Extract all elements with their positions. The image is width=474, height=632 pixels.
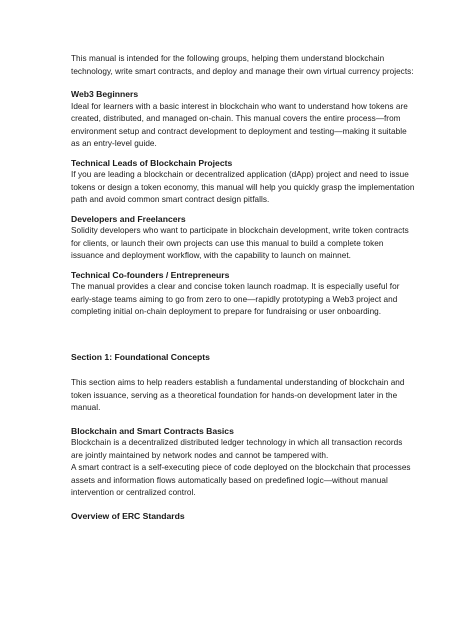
audience-heading: Developers and Freelancers: [71, 213, 186, 224]
subsection-heading-erc: Overview of ERC Standards: [71, 510, 185, 521]
blockchain-paragraph: Blockchain is a decentralized distributed ledger technology in which all transaction records are jointly maintained by network nodes and cannot be tampered with.: [71, 438, 403, 460]
audience-heading: Web3 Beginners: [71, 89, 139, 99]
audience-developers: [71, 213, 416, 263]
audience-body: Solidity developers who want to participate in blockchain development, write token contracts for clients, or launch their own projects can use this manual to build a complete token issuance and deployment workflow, with the capability to launch on mainnet.: [71, 226, 409, 260]
subsection-heading-blockchain: Blockchain and Smart Contracts Basics: [71, 425, 234, 436]
audience-web3-beginners: [71, 88, 416, 151]
document-body: [71, 53, 416, 522]
section-intro: This section aims to help readers establish a fundamental understanding of blockchain and token issuance, serving as a theoretical foundation for hands-on development later in the manual.: [71, 378, 405, 412]
audience-body: If you are leading a blockchain or decentralized application (dApp) project and need to issue tokens or design a token economy, this manual will help you quickly grasp the implementation path and avoid common smart contract design pitfalls.: [71, 170, 415, 204]
audience-technical-leads: [71, 157, 416, 207]
audience-cofounders: [71, 269, 416, 319]
audience-body: Ideal for learners with a basic interest in blockchain who want to understand how tokens are created, distributed, and managed on-chain. This manual covers the entire process—from environment setup and contract development to deployment and testing—making it suitable as an entry-level guide.: [71, 101, 408, 148]
section-title: Section 1: Foundational Concepts: [71, 351, 210, 362]
smart-contract-paragraph: A smart contract is a self-executing piece of code deployed on the blockchain that processes assets and information flows automatically based on predefined logic—without manual intervention or centralized control.: [71, 463, 411, 497]
audience-heading: Technical Co-founders / Entrepreneurs: [71, 269, 230, 280]
audience-heading: Technical Leads of Blockchain Projects: [71, 157, 233, 168]
intro-paragraph: This manual is intended for the following groups, helping them understand blockchain technology, write smart contracts, and deploy and manage their own virtual currency projects:: [71, 54, 414, 76]
audience-body: The manual provides a clear and concise token launch roadmap. It is especially useful for early-stage teams aiming to go from zero to one—rapidly prototyping a Web3 project and completing initial on-chain deployment to prepare for fundraising or user onboarding.: [71, 282, 400, 316]
